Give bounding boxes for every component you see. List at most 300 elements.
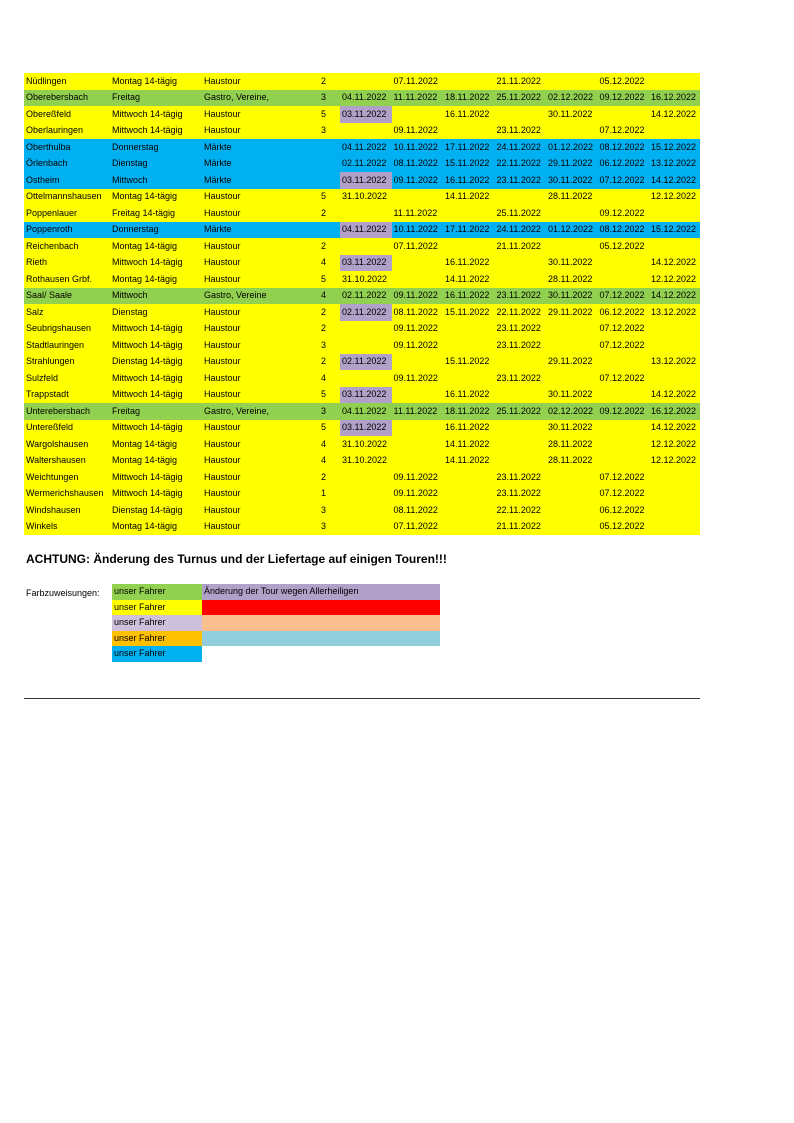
- date-cell: 15.11.2022: [443, 304, 495, 321]
- legend-swatch-label: unser Fahrer: [112, 646, 202, 662]
- date-cell: [546, 123, 598, 140]
- date-cell: 21.11.2022: [495, 238, 547, 255]
- day-cell: Freitag: [110, 90, 202, 107]
- place-cell: Wargolshausen: [24, 436, 110, 453]
- date-cell: 16.11.2022: [443, 420, 495, 437]
- date-cell: 09.11.2022: [392, 172, 444, 189]
- place-cell: Wermerichshausen: [24, 486, 110, 503]
- place-cell: Oberebersbach: [24, 90, 110, 107]
- date-cell: [340, 469, 392, 486]
- legend-swatch-description: [202, 646, 440, 662]
- date-cell: 02.11.2022: [340, 304, 392, 321]
- date-cell: 23.11.2022: [495, 469, 547, 486]
- date-cell: 13.12.2022: [649, 354, 700, 371]
- tour-type-cell: Haustour: [202, 469, 304, 486]
- legend-swatch-label: unser Fahrer: [112, 584, 202, 600]
- date-cell: 23.11.2022: [495, 370, 547, 387]
- date-cell: 09.11.2022: [392, 123, 444, 140]
- date-cell: [495, 420, 547, 437]
- date-cell: 16.11.2022: [443, 106, 495, 123]
- date-cell: [443, 73, 495, 90]
- date-cell: 29.11.2022: [546, 304, 598, 321]
- place-cell: Stadtlauringen: [24, 337, 110, 354]
- date-cell: [392, 354, 444, 371]
- table-row: [24, 354, 700, 371]
- date-cell: [546, 370, 598, 387]
- date-cell: 02.11.2022: [340, 288, 392, 305]
- date-cell: [495, 106, 547, 123]
- legend-swatch-description: [202, 631, 440, 647]
- tour-type-cell: Haustour: [202, 436, 304, 453]
- count-cell: 2: [304, 354, 340, 371]
- date-cell: 15.12.2022: [649, 222, 700, 239]
- date-cell: 11.11.2022: [392, 403, 444, 420]
- date-cell: [649, 123, 700, 140]
- day-cell: Mittwoch 14-tägig: [110, 255, 202, 272]
- count-cell: 5: [304, 189, 340, 206]
- date-cell: [392, 387, 444, 404]
- count-cell: 4: [304, 255, 340, 272]
- date-cell: 08.11.2022: [392, 156, 444, 173]
- date-cell: 28.11.2022: [546, 189, 598, 206]
- date-cell: 14.11.2022: [443, 189, 495, 206]
- date-cell: [546, 519, 598, 536]
- date-cell: [546, 73, 598, 90]
- date-cell: 16.12.2022: [649, 403, 700, 420]
- date-cell: [340, 486, 392, 503]
- table-row: [24, 304, 700, 321]
- date-cell: [392, 420, 444, 437]
- date-cell: 06.12.2022: [598, 304, 650, 321]
- date-cell: 09.11.2022: [392, 337, 444, 354]
- table-row: [24, 139, 700, 156]
- tour-type-cell: Haustour: [202, 123, 304, 140]
- date-cell: 18.11.2022: [443, 403, 495, 420]
- table-row: [24, 73, 700, 90]
- place-cell: Poppenlauer: [24, 205, 110, 222]
- date-cell: 09.11.2022: [392, 370, 444, 387]
- place-cell: Saal/ Saale: [24, 288, 110, 305]
- date-cell: [443, 337, 495, 354]
- count-cell: 3: [304, 403, 340, 420]
- legend-label: Farbzuweisungen:: [26, 588, 100, 598]
- date-cell: 31.10.2022: [340, 453, 392, 470]
- date-cell: 30.11.2022: [546, 420, 598, 437]
- date-cell: 14.12.2022: [649, 106, 700, 123]
- place-cell: Salz: [24, 304, 110, 321]
- date-cell: 16.12.2022: [649, 90, 700, 107]
- date-cell: 12.12.2022: [649, 189, 700, 206]
- place-cell: Unterebersbach: [24, 403, 110, 420]
- table-row: [24, 420, 700, 437]
- day-cell: Dienstag 14-tägig: [110, 354, 202, 371]
- day-cell: Mittwoch 14-tägig: [110, 337, 202, 354]
- place-cell: Oberlauringen: [24, 123, 110, 140]
- tour-type-cell: Haustour: [202, 502, 304, 519]
- count-cell: [304, 222, 340, 239]
- date-cell: [598, 255, 650, 272]
- date-cell: [546, 321, 598, 338]
- table-row: [24, 321, 700, 338]
- date-cell: 05.12.2022: [598, 73, 650, 90]
- date-cell: 17.11.2022: [443, 139, 495, 156]
- count-cell: 1: [304, 486, 340, 503]
- count-cell: 5: [304, 106, 340, 123]
- place-cell: Trappstadt: [24, 387, 110, 404]
- date-cell: [443, 469, 495, 486]
- place-cell: Sulzfeld: [24, 370, 110, 387]
- date-cell: [443, 238, 495, 255]
- date-cell: [340, 519, 392, 536]
- tour-type-cell: Gastro, Vereine,: [202, 90, 304, 107]
- place-cell: Ottelmannshausen: [24, 189, 110, 206]
- count-cell: 3: [304, 519, 340, 536]
- date-cell: 28.11.2022: [546, 453, 598, 470]
- date-cell: 07.12.2022: [598, 321, 650, 338]
- date-cell: 07.11.2022: [392, 519, 444, 536]
- date-cell: 04.11.2022: [340, 139, 392, 156]
- tour-type-cell: Haustour: [202, 189, 304, 206]
- date-cell: [443, 486, 495, 503]
- date-cell: 24.11.2022: [495, 222, 547, 239]
- day-cell: Dienstag: [110, 304, 202, 321]
- table-row: [24, 403, 700, 420]
- date-cell: [546, 502, 598, 519]
- date-cell: 30.11.2022: [546, 288, 598, 305]
- date-cell: 15.11.2022: [443, 156, 495, 173]
- day-cell: Mittwoch 14-tägig: [110, 123, 202, 140]
- date-cell: 09.11.2022: [392, 288, 444, 305]
- warning-text: ACHTUNG: Änderung des Turnus und der Liefertage auf einigen Touren!!!: [26, 552, 447, 566]
- table-row: [24, 106, 700, 123]
- tour-type-cell: Haustour: [202, 106, 304, 123]
- legend-swatch-description: Änderung der Tour wegen Allerheiligen: [202, 584, 440, 600]
- date-cell: 14.12.2022: [649, 420, 700, 437]
- legend-row: [112, 584, 440, 600]
- count-cell: 5: [304, 420, 340, 437]
- date-cell: [340, 502, 392, 519]
- date-cell: 05.12.2022: [598, 519, 650, 536]
- place-cell: Rothausen Grbf.: [24, 271, 110, 288]
- place-cell: Reichenbach: [24, 238, 110, 255]
- count-cell: 3: [304, 337, 340, 354]
- date-cell: [649, 519, 700, 536]
- day-cell: Mittwoch 14-tägig: [110, 370, 202, 387]
- date-cell: [340, 337, 392, 354]
- date-cell: 06.12.2022: [598, 156, 650, 173]
- legend-swatch-label: unser Fahrer: [112, 600, 202, 616]
- day-cell: Mittwoch 14-tägig: [110, 486, 202, 503]
- date-cell: 30.11.2022: [546, 106, 598, 123]
- place-cell: Nüdlingen: [24, 73, 110, 90]
- date-cell: 14.11.2022: [443, 453, 495, 470]
- date-cell: [495, 271, 547, 288]
- day-cell: Freitag: [110, 403, 202, 420]
- date-cell: 14.12.2022: [649, 172, 700, 189]
- date-cell: 09.11.2022: [392, 486, 444, 503]
- count-cell: 3: [304, 502, 340, 519]
- date-cell: 09.12.2022: [598, 205, 650, 222]
- date-cell: 02.12.2022: [546, 90, 598, 107]
- date-cell: 02.12.2022: [546, 403, 598, 420]
- tour-type-cell: Haustour: [202, 370, 304, 387]
- day-cell: Montag 14-tägig: [110, 271, 202, 288]
- date-cell: 21.11.2022: [495, 73, 547, 90]
- legend-swatch-label: unser Fahrer: [112, 631, 202, 647]
- place-cell: Weichtungen: [24, 469, 110, 486]
- date-cell: 12.12.2022: [649, 453, 700, 470]
- date-cell: 23.11.2022: [495, 288, 547, 305]
- date-cell: 29.11.2022: [546, 156, 598, 173]
- table-row: [24, 519, 700, 536]
- place-cell: Ostheim: [24, 172, 110, 189]
- date-cell: 04.11.2022: [340, 222, 392, 239]
- place-cell: Seubrigshausen: [24, 321, 110, 338]
- date-cell: [649, 337, 700, 354]
- table-row: [24, 337, 700, 354]
- date-cell: [495, 189, 547, 206]
- date-cell: 01.12.2022: [546, 222, 598, 239]
- date-cell: [495, 387, 547, 404]
- day-cell: Montag 14-tägig: [110, 519, 202, 536]
- table-row: [24, 469, 700, 486]
- table-row: [24, 205, 700, 222]
- date-cell: 03.11.2022: [340, 172, 392, 189]
- date-cell: [649, 486, 700, 503]
- tour-type-cell: Haustour: [202, 420, 304, 437]
- day-cell: Mittwoch: [110, 172, 202, 189]
- tour-type-cell: Haustour: [202, 205, 304, 222]
- count-cell: 4: [304, 453, 340, 470]
- day-cell: Dienstag: [110, 156, 202, 173]
- count-cell: 3: [304, 123, 340, 140]
- date-cell: 04.11.2022: [340, 403, 392, 420]
- day-cell: Montag 14-tägig: [110, 238, 202, 255]
- count-cell: 4: [304, 436, 340, 453]
- tour-type-cell: Haustour: [202, 387, 304, 404]
- legend-row: [112, 631, 440, 647]
- date-cell: 13.12.2022: [649, 304, 700, 321]
- table-row: [24, 271, 700, 288]
- date-cell: [598, 453, 650, 470]
- date-cell: 16.11.2022: [443, 255, 495, 272]
- day-cell: Montag 14-tägig: [110, 453, 202, 470]
- date-cell: [443, 205, 495, 222]
- tour-type-cell: Märkte: [202, 139, 304, 156]
- day-cell: Mittwoch 14-tägig: [110, 387, 202, 404]
- count-cell: 2: [304, 469, 340, 486]
- day-cell: Mittwoch 14-tägig: [110, 420, 202, 437]
- count-cell: 5: [304, 387, 340, 404]
- date-cell: 07.11.2022: [392, 73, 444, 90]
- date-cell: [598, 189, 650, 206]
- place-cell: Untereßfeld: [24, 420, 110, 437]
- count-cell: 2: [304, 321, 340, 338]
- day-cell: Freitag 14-tägig: [110, 205, 202, 222]
- date-cell: [546, 205, 598, 222]
- date-cell: [443, 502, 495, 519]
- tour-type-cell: Haustour: [202, 486, 304, 503]
- tour-type-cell: Haustour: [202, 255, 304, 272]
- date-cell: [495, 354, 547, 371]
- date-cell: 07.12.2022: [598, 370, 650, 387]
- date-cell: 16.11.2022: [443, 288, 495, 305]
- date-cell: 09.12.2022: [598, 90, 650, 107]
- date-cell: [340, 73, 392, 90]
- color-legend: [112, 584, 440, 662]
- legend-row: [112, 646, 440, 662]
- date-cell: [392, 189, 444, 206]
- date-cell: [443, 321, 495, 338]
- date-cell: [649, 238, 700, 255]
- date-cell: 08.12.2022: [598, 222, 650, 239]
- tour-type-cell: Haustour: [202, 321, 304, 338]
- table-row: [24, 453, 700, 470]
- date-cell: 10.11.2022: [392, 222, 444, 239]
- date-cell: 31.10.2022: [340, 436, 392, 453]
- page-divider: [24, 698, 700, 699]
- place-cell: Oberthulba: [24, 139, 110, 156]
- date-cell: 14.11.2022: [443, 436, 495, 453]
- date-cell: 07.12.2022: [598, 123, 650, 140]
- date-cell: 25.11.2022: [495, 403, 547, 420]
- date-cell: [392, 271, 444, 288]
- date-cell: 07.12.2022: [598, 172, 650, 189]
- table-row: [24, 172, 700, 189]
- tour-type-cell: Gastro, Vereine,: [202, 403, 304, 420]
- count-cell: [304, 156, 340, 173]
- tour-type-cell: Haustour: [202, 453, 304, 470]
- date-cell: [598, 387, 650, 404]
- date-cell: [392, 255, 444, 272]
- date-cell: [392, 436, 444, 453]
- date-cell: [340, 123, 392, 140]
- date-cell: [598, 106, 650, 123]
- date-cell: 16.11.2022: [443, 387, 495, 404]
- tour-type-cell: Haustour: [202, 73, 304, 90]
- day-cell: Donnerstag: [110, 222, 202, 239]
- place-cell: Strahlungen: [24, 354, 110, 371]
- count-cell: 2: [304, 238, 340, 255]
- date-cell: [495, 255, 547, 272]
- date-cell: [598, 420, 650, 437]
- date-cell: 02.11.2022: [340, 156, 392, 173]
- count-cell: 3: [304, 90, 340, 107]
- date-cell: 31.10.2022: [340, 189, 392, 206]
- date-cell: 25.11.2022: [495, 205, 547, 222]
- count-cell: [304, 139, 340, 156]
- date-cell: 09.11.2022: [392, 469, 444, 486]
- date-cell: 10.11.2022: [392, 139, 444, 156]
- tour-type-cell: Märkte: [202, 172, 304, 189]
- table-row: [24, 222, 700, 239]
- date-cell: 01.12.2022: [546, 139, 598, 156]
- date-cell: 13.12.2022: [649, 156, 700, 173]
- date-cell: 23.11.2022: [495, 123, 547, 140]
- date-cell: 03.11.2022: [340, 255, 392, 272]
- date-cell: [546, 238, 598, 255]
- table-row: [24, 370, 700, 387]
- date-cell: [443, 370, 495, 387]
- date-cell: 08.11.2022: [392, 304, 444, 321]
- date-cell: [598, 354, 650, 371]
- count-cell: 2: [304, 73, 340, 90]
- date-cell: 29.11.2022: [546, 354, 598, 371]
- date-cell: [649, 321, 700, 338]
- tour-type-cell: Märkte: [202, 156, 304, 173]
- place-cell: Waltershausen: [24, 453, 110, 470]
- tour-type-cell: Haustour: [202, 271, 304, 288]
- table-row: [24, 288, 700, 305]
- schedule-table: [24, 73, 700, 535]
- legend-swatch-description: [202, 615, 440, 631]
- legend-row: [112, 615, 440, 631]
- date-cell: 02.11.2022: [340, 354, 392, 371]
- date-cell: 23.11.2022: [495, 321, 547, 338]
- date-cell: 03.11.2022: [340, 420, 392, 437]
- date-cell: 07.12.2022: [598, 469, 650, 486]
- date-cell: [546, 337, 598, 354]
- place-cell: Poppenroth: [24, 222, 110, 239]
- place-cell: Rieth: [24, 255, 110, 272]
- tour-type-cell: Haustour: [202, 354, 304, 371]
- day-cell: Dienstag 14-tägig: [110, 502, 202, 519]
- count-cell: 5: [304, 271, 340, 288]
- date-cell: 23.11.2022: [495, 337, 547, 354]
- date-cell: 30.11.2022: [546, 172, 598, 189]
- date-cell: [546, 486, 598, 503]
- date-cell: 09.12.2022: [598, 403, 650, 420]
- table-row: [24, 90, 700, 107]
- date-cell: [340, 370, 392, 387]
- legend-row: [112, 600, 440, 616]
- date-cell: [340, 238, 392, 255]
- count-cell: 2: [304, 304, 340, 321]
- date-cell: 07.11.2022: [392, 238, 444, 255]
- date-cell: [392, 106, 444, 123]
- date-cell: [598, 436, 650, 453]
- date-cell: 09.11.2022: [392, 321, 444, 338]
- date-cell: [649, 370, 700, 387]
- tour-type-cell: Märkte: [202, 222, 304, 239]
- date-cell: 30.11.2022: [546, 255, 598, 272]
- legend-swatch-label: unser Fahrer: [112, 615, 202, 631]
- date-cell: [649, 73, 700, 90]
- date-cell: 17.11.2022: [443, 222, 495, 239]
- legend-swatch-description: [202, 600, 440, 616]
- date-cell: [546, 469, 598, 486]
- day-cell: Mittwoch 14-tägig: [110, 469, 202, 486]
- date-cell: 12.12.2022: [649, 271, 700, 288]
- place-cell: Obereßfeld: [24, 106, 110, 123]
- count-cell: 2: [304, 205, 340, 222]
- date-cell: 25.11.2022: [495, 90, 547, 107]
- date-cell: 03.11.2022: [340, 387, 392, 404]
- date-cell: [340, 205, 392, 222]
- date-cell: 04.11.2022: [340, 90, 392, 107]
- table-row: [24, 486, 700, 503]
- date-cell: 12.12.2022: [649, 436, 700, 453]
- table-row: [24, 123, 700, 140]
- day-cell: Mittwoch 14-tägig: [110, 106, 202, 123]
- count-cell: 4: [304, 370, 340, 387]
- date-cell: [649, 205, 700, 222]
- place-cell: Winkels: [24, 519, 110, 536]
- date-cell: [649, 502, 700, 519]
- date-cell: [340, 321, 392, 338]
- date-cell: [443, 123, 495, 140]
- date-cell: 05.12.2022: [598, 238, 650, 255]
